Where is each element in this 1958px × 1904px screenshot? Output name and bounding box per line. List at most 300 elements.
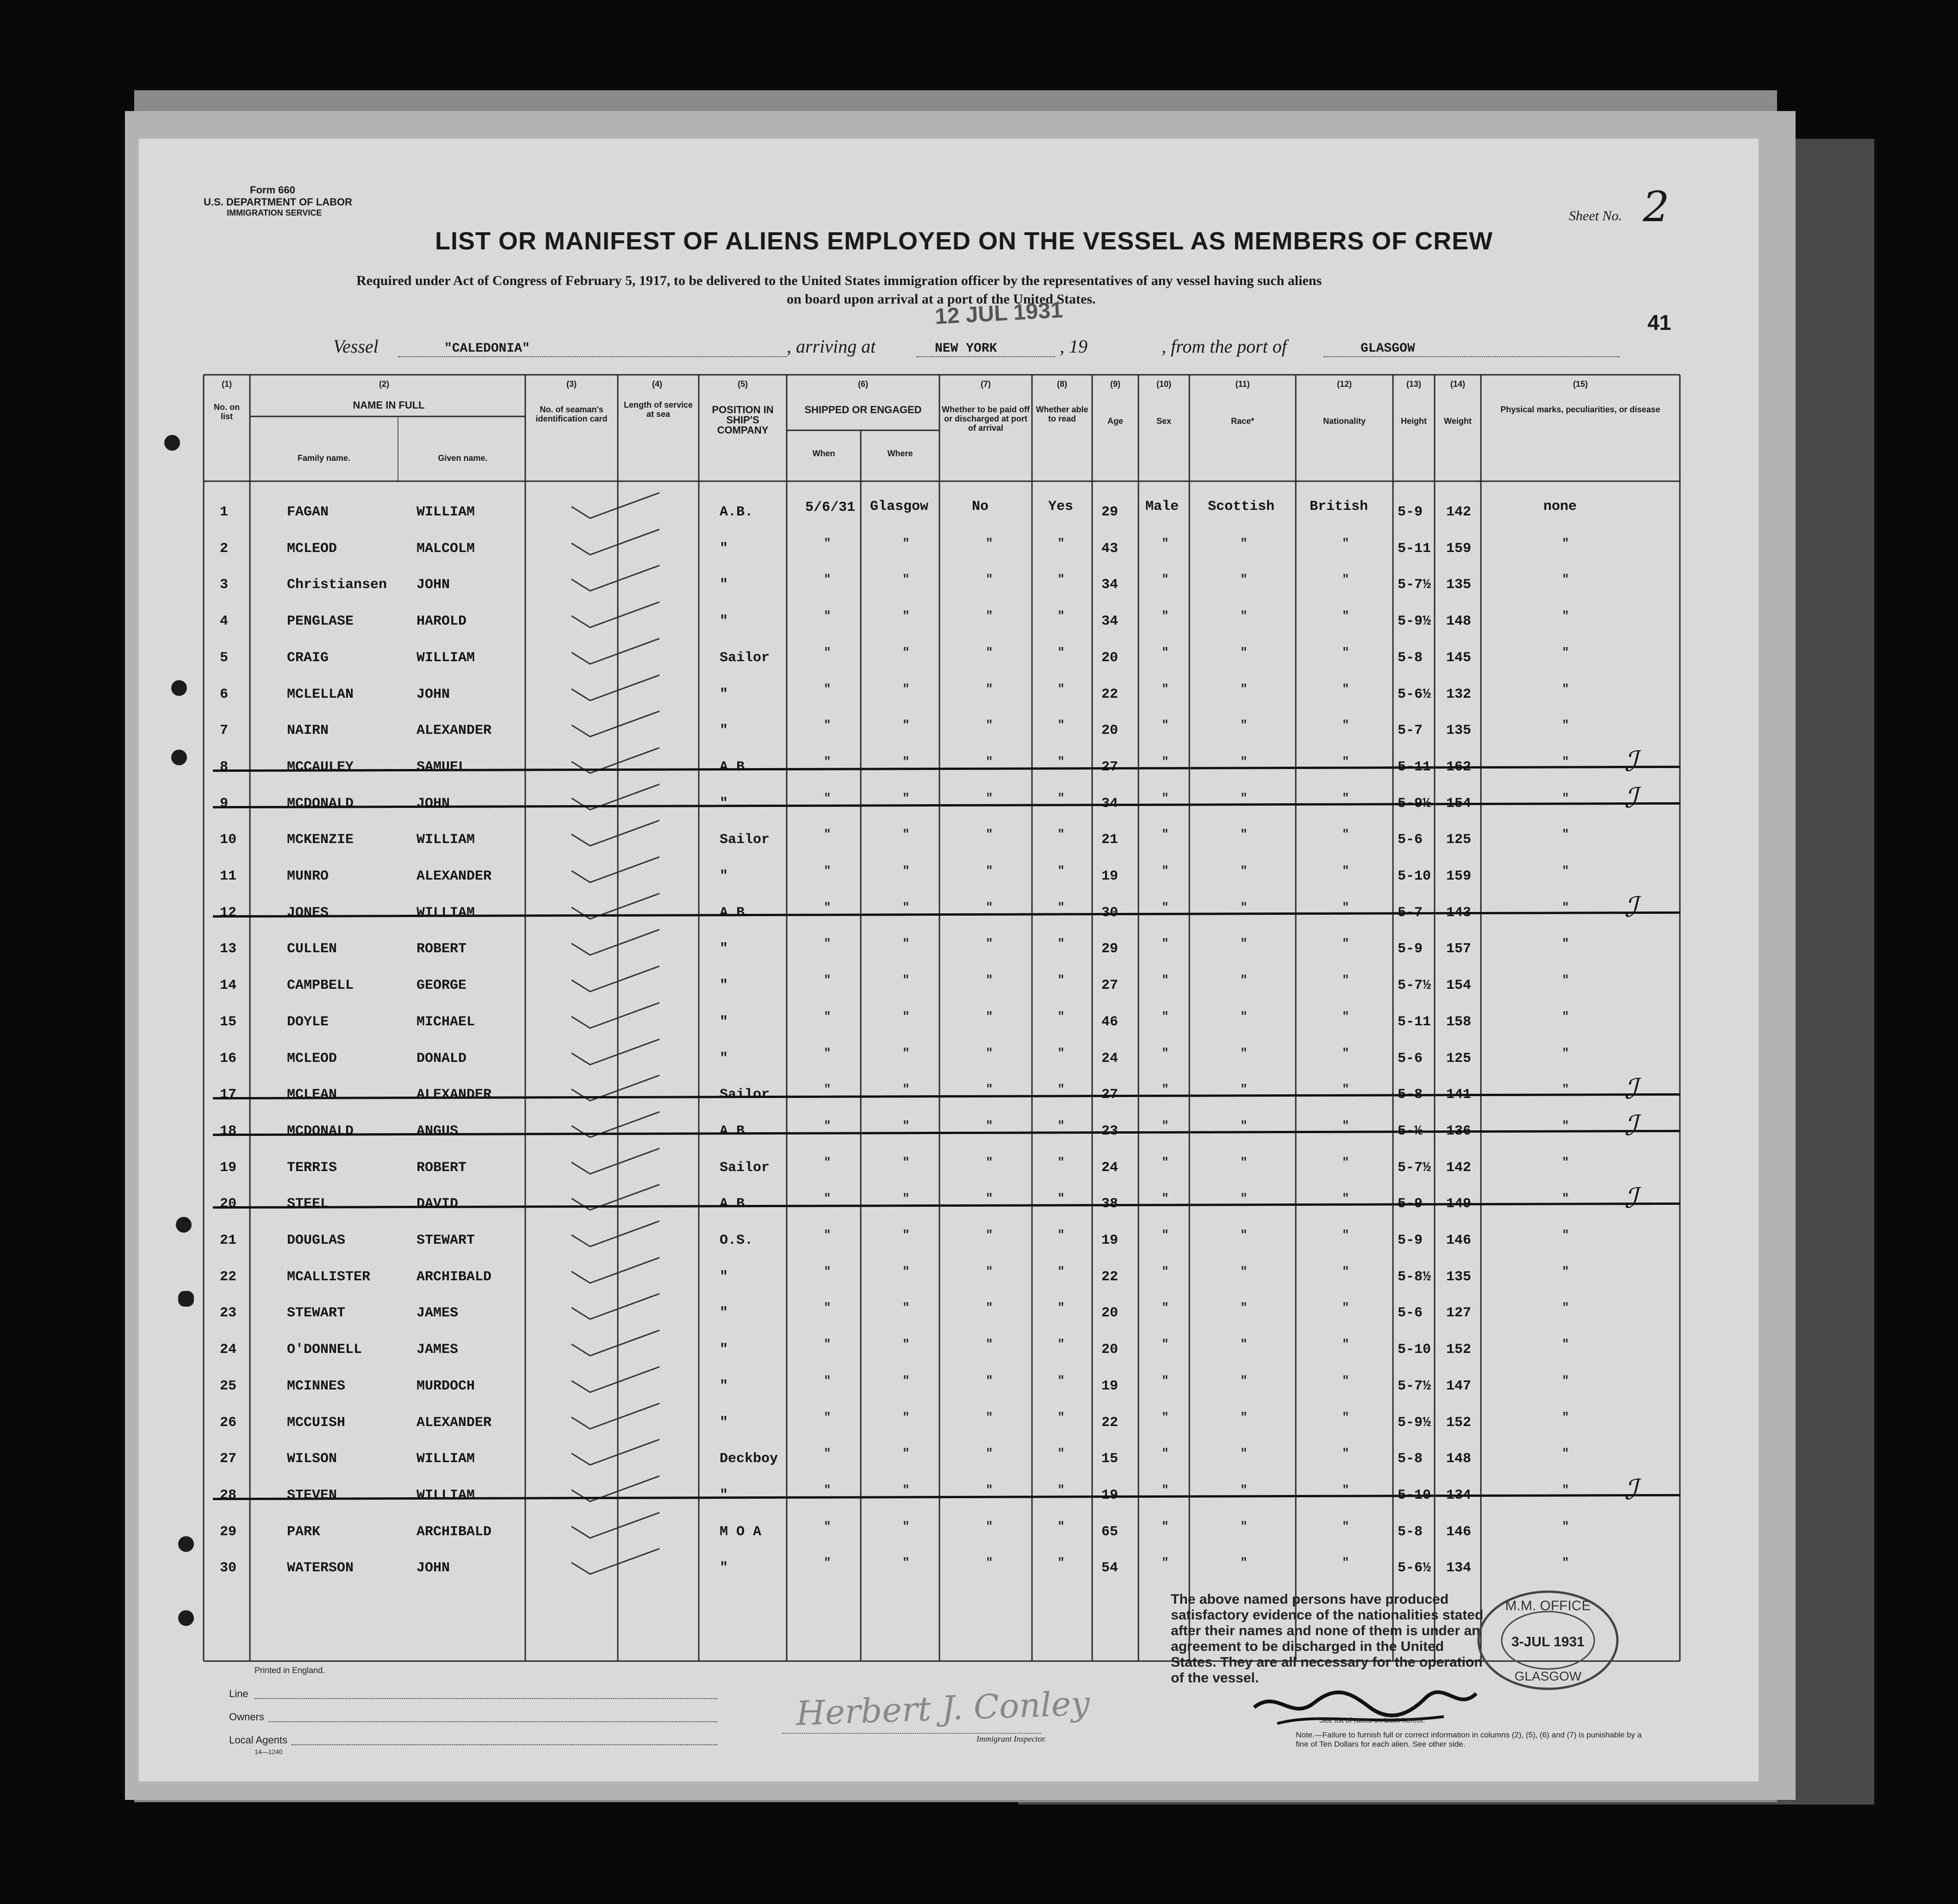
- ditto-mark: ": [1240, 1046, 1248, 1060]
- ditto-mark: ": [824, 827, 831, 842]
- weight: 159: [1446, 868, 1472, 884]
- row-number: 11: [220, 868, 237, 884]
- ditto-mark: ": [1562, 1118, 1569, 1133]
- height: 5-8: [1398, 650, 1423, 666]
- ditto-mark: ": [1562, 1556, 1569, 1570]
- ditto-mark: ": [1342, 572, 1349, 587]
- ditto-mark: ": [1162, 827, 1169, 842]
- ditto-mark: ": [824, 1155, 831, 1169]
- initials-mark-icon: ℐ: [1624, 891, 1638, 924]
- ditto-mark: ": [1240, 572, 1248, 587]
- ditto-mark: ": [1240, 718, 1248, 732]
- ditto-mark: ": [824, 682, 831, 696]
- family-name: PENGLASE: [287, 614, 354, 630]
- ditto-mark: ": [824, 1082, 831, 1097]
- position: A.B.: [720, 504, 753, 520]
- row-number: 15: [220, 1014, 237, 1030]
- row1-paid-off: No: [972, 499, 989, 515]
- age: 20: [1101, 1305, 1119, 1321]
- ditto-mark: ": [1057, 1373, 1065, 1388]
- ditto-mark: ": [1342, 1482, 1349, 1497]
- ditto-mark: ": [1057, 936, 1065, 951]
- ditto-mark: ": [902, 1228, 910, 1242]
- weight: 134: [1446, 1560, 1472, 1576]
- given-name: JOHN: [416, 686, 450, 702]
- row1-nationality: British: [1310, 499, 1368, 515]
- height: 5-9½: [1398, 795, 1431, 812]
- ditto-mark: ": [902, 827, 910, 842]
- ditto-mark: ": [1562, 864, 1569, 878]
- form-code: 14—1240: [255, 1748, 283, 1755]
- line-rule: [255, 1698, 717, 1699]
- sheet-label: Sheet No.: [1569, 208, 1622, 223]
- ditto-mark: ": [1342, 973, 1349, 987]
- ditto-mark: ": [1240, 1082, 1248, 1097]
- weight: 141: [1446, 1087, 1472, 1103]
- ditto-mark: ": [902, 1446, 910, 1461]
- ditto-mark: ": [1240, 827, 1248, 842]
- ditto-mark: ": [1562, 754, 1569, 769]
- height: 5-7½: [1398, 1378, 1431, 1394]
- ditto-mark: ": [1240, 1482, 1248, 1497]
- check-mark-icon: [569, 818, 662, 850]
- position: ": [720, 577, 728, 593]
- ditto-mark: ": [1162, 1301, 1169, 1315]
- ditto-mark: ": [824, 1410, 831, 1424]
- height: 5-10: [1398, 1342, 1431, 1358]
- ditto-mark: ": [1162, 572, 1169, 587]
- given-name: ALEXANDER: [416, 1414, 492, 1431]
- col-4-number: (4): [652, 379, 662, 389]
- col-marks-header: Physical marks, peculiarities, or disease: [1500, 405, 1660, 414]
- ditto-mark: ": [1342, 864, 1349, 878]
- age: 19: [1101, 868, 1119, 884]
- family-name: MCLEOD: [287, 1050, 337, 1067]
- age: 34: [1101, 577, 1119, 593]
- ditto-mark: ": [1562, 536, 1569, 550]
- given-name: WILLIAM: [416, 1451, 475, 1467]
- ditto-mark: ": [1342, 1155, 1349, 1169]
- age: 19: [1101, 1378, 1119, 1394]
- ditto-mark: ": [986, 1519, 993, 1533]
- weight: 162: [1446, 759, 1472, 775]
- family-name: MUNRO: [287, 868, 329, 884]
- ditto-mark: ": [824, 1556, 831, 1570]
- position: Sailor: [720, 1087, 770, 1103]
- ditto-mark: ": [986, 864, 993, 878]
- ditto-mark: ": [824, 900, 831, 914]
- ditto-mark: ": [986, 1482, 993, 1497]
- ditto-mark: ": [1057, 827, 1065, 842]
- ditto-mark: ": [1162, 1009, 1169, 1023]
- ditto-mark: ": [1342, 827, 1349, 842]
- ditto-mark: ": [1240, 645, 1248, 659]
- ditto-mark: ": [1162, 682, 1169, 696]
- position: ": [720, 1378, 728, 1394]
- col-position-header: POSITION IN SHIP'S COMPANY: [712, 404, 774, 436]
- weight: 142: [1446, 504, 1472, 520]
- subtitle-line-1: Required under Act of Congress of February 5, 1917, to be delivered to the United States immigration officer by the representatives of any vessel having such aliens: [356, 273, 1322, 288]
- given-name: WILLIAM: [416, 650, 475, 666]
- height: 5-7½: [1398, 1160, 1431, 1176]
- ditto-mark: ": [1562, 1228, 1569, 1242]
- col-2-number: (2): [379, 379, 389, 389]
- height: 5-6: [1398, 832, 1423, 848]
- position: ": [720, 1014, 728, 1030]
- ditto-mark: ": [986, 1337, 993, 1352]
- ditto-mark: ": [1562, 572, 1569, 587]
- owners-rule: [268, 1721, 717, 1722]
- ditto-mark: ": [986, 973, 993, 987]
- ditto-mark: ": [1162, 1046, 1169, 1060]
- ditto-mark: ": [1562, 1264, 1569, 1278]
- row-number: 18: [220, 1123, 237, 1139]
- ditto-mark: ": [824, 1337, 831, 1352]
- check-mark-icon: [569, 673, 662, 705]
- ditto-mark: ": [902, 1046, 910, 1060]
- ditto-mark: ": [1562, 1519, 1569, 1533]
- col-age-header: Age: [1107, 416, 1123, 426]
- position: Sailor: [720, 650, 770, 666]
- row-number: 8: [220, 759, 229, 775]
- check-mark-icon: [569, 1073, 662, 1105]
- given-name: JAMES: [416, 1305, 459, 1321]
- stamp-date-text: 3-JUL 1931: [1511, 1634, 1585, 1650]
- inspector-rule: [782, 1733, 1041, 1734]
- position: ": [720, 795, 728, 812]
- ditto-mark: ": [1057, 754, 1065, 769]
- given-name: ROBERT: [416, 941, 467, 957]
- glasgow-office-stamp: [1472, 1582, 1624, 1698]
- position: ": [720, 686, 728, 702]
- family-name: STEWART: [287, 1305, 346, 1321]
- col-7-number: (7): [981, 379, 991, 389]
- ditto-mark: ": [986, 1228, 993, 1242]
- weight: 149: [1446, 1196, 1472, 1212]
- given-name: JOHN: [416, 795, 450, 812]
- ditto-mark: ": [986, 1446, 993, 1461]
- given-name: SAMUEL: [416, 759, 467, 775]
- col-name-header: NAME IN FULL: [353, 399, 425, 411]
- ditto-mark: ": [1342, 1519, 1349, 1533]
- ditto-mark: ": [824, 973, 831, 987]
- ditto-mark: ": [986, 1155, 993, 1169]
- weight: 136: [1446, 1123, 1472, 1139]
- ditto-mark: ": [902, 1519, 910, 1533]
- family-name: MCLEAN: [287, 1087, 337, 1103]
- document-title: LIST OR MANIFEST OF ALIENS EMPLOYED ON THE VESSEL AS MEMBERS OF CREW: [435, 227, 1493, 255]
- height: 5-7½: [1398, 577, 1431, 593]
- family-name: STEVEN: [287, 1487, 337, 1503]
- date-stamp: 12 JUL 1931: [934, 298, 1063, 329]
- ditto-mark: ": [1162, 1337, 1169, 1352]
- row-number: 19: [220, 1160, 237, 1176]
- given-name: GEORGE: [416, 978, 467, 994]
- ditto-mark: ": [1240, 864, 1248, 878]
- col-6-number: (6): [858, 379, 868, 389]
- ditto-mark: ": [1342, 791, 1349, 805]
- height: 5-8: [1398, 1087, 1423, 1103]
- ditto-mark: ": [902, 791, 910, 805]
- ditto-mark: ": [902, 1301, 910, 1315]
- ditto-mark: ": [902, 536, 910, 550]
- family-name: NAIRN: [287, 723, 329, 739]
- height: 5-7½: [1398, 978, 1431, 994]
- ditto-mark: ": [1057, 864, 1065, 878]
- given-name: ALEXANDER: [416, 1087, 492, 1103]
- row-number: 28: [220, 1487, 237, 1503]
- punch-hole: [171, 680, 187, 696]
- punch-hole: [171, 750, 187, 765]
- ditto-mark: ": [1057, 682, 1065, 696]
- ditto-mark: ": [1057, 1264, 1065, 1278]
- height: 5-9½: [1398, 614, 1431, 630]
- col-1-number: (1): [222, 379, 232, 389]
- given-name: JOHN: [416, 1560, 450, 1576]
- stamp-office-text: M.M. OFFICE: [1505, 1598, 1591, 1613]
- ditto-mark: ": [1057, 1556, 1065, 1570]
- row-number: 21: [220, 1233, 237, 1248]
- check-mark-icon: [569, 1364, 662, 1397]
- ditto-mark: ": [824, 1118, 831, 1133]
- weight: 152: [1446, 1342, 1472, 1358]
- row-number: 6: [220, 686, 229, 702]
- age: 38: [1101, 1196, 1119, 1212]
- owners-label: Owners: [229, 1711, 264, 1723]
- ditto-mark: ": [902, 1264, 910, 1278]
- age: 20: [1101, 723, 1119, 739]
- family-name: MCKENZIE: [287, 832, 354, 848]
- position: M O A: [720, 1524, 762, 1540]
- printed-label: Printed in England.: [255, 1666, 325, 1675]
- service-label: IMMIGRATION SERVICE: [227, 208, 322, 217]
- age: 65: [1101, 1524, 1119, 1540]
- ditto-mark: ": [824, 572, 831, 587]
- ditto-mark: ": [1162, 754, 1169, 769]
- ditto-mark: ": [1562, 1301, 1569, 1315]
- position: ": [720, 1305, 728, 1321]
- initials-mark-icon: ℐ: [1624, 781, 1638, 814]
- initials-mark-icon: ℐ: [1624, 1109, 1638, 1142]
- ditto-mark: ": [1057, 1482, 1065, 1497]
- height: 5-9: [1398, 941, 1423, 957]
- height: 5-7: [1398, 723, 1423, 739]
- ditto-mark: ": [986, 1118, 993, 1133]
- weight: 135: [1446, 1269, 1472, 1285]
- family-name: DOYLE: [287, 1014, 329, 1030]
- ditto-mark: ": [1562, 718, 1569, 732]
- row1-sex: Male: [1145, 499, 1179, 515]
- ditto-mark: ": [986, 1009, 993, 1023]
- agents-rule: [292, 1744, 717, 1745]
- ditto-mark: ": [824, 754, 831, 769]
- ditto-mark: ": [824, 1373, 831, 1388]
- weight: 158: [1446, 1014, 1472, 1030]
- col-when-header: When: [812, 449, 835, 458]
- age: 24: [1101, 1160, 1119, 1176]
- weight: 159: [1446, 540, 1472, 557]
- col-9-number: (9): [1110, 379, 1120, 389]
- row-number: 1: [220, 504, 229, 520]
- ditto-mark: ": [1342, 936, 1349, 951]
- ditto-mark: ": [1162, 936, 1169, 951]
- ditto-mark: ": [986, 900, 993, 914]
- given-name: WILLIAM: [416, 905, 475, 921]
- ditto-mark: ": [1057, 900, 1065, 914]
- weight: 148: [1446, 1451, 1472, 1467]
- given-name: ALEXANDER: [416, 723, 492, 739]
- check-mark-icon: [569, 1110, 662, 1142]
- line-label: Line: [229, 1688, 249, 1699]
- check-mark-icon: [569, 782, 662, 814]
- ditto-mark: ": [824, 936, 831, 951]
- row-number: 4: [220, 614, 229, 630]
- height: 5-8: [1398, 1451, 1423, 1467]
- row-number: 5: [220, 650, 229, 666]
- punch-hole: [178, 1536, 194, 1552]
- ditto-mark: ": [1057, 645, 1065, 659]
- col-11-number: (11): [1235, 379, 1250, 389]
- ditto-mark: ": [1057, 1446, 1065, 1461]
- sheet-number: 2: [1643, 183, 1670, 231]
- ditto-mark: ": [1562, 1009, 1569, 1023]
- row-number: 23: [220, 1305, 237, 1321]
- ditto-mark: ": [1162, 791, 1169, 805]
- position: Sailor: [720, 1160, 770, 1176]
- position: ": [720, 540, 728, 557]
- family-name: JONES: [287, 905, 329, 921]
- col-height-header: Height: [1401, 416, 1427, 426]
- check-mark-icon: [569, 1546, 662, 1579]
- family-name: Christiansen: [287, 577, 387, 593]
- col-paid-header: Whether to be paid off or discharged at port of arrival: [942, 405, 1030, 433]
- age: 43: [1101, 540, 1119, 557]
- col-id-header: No. of seaman's identification card: [535, 405, 608, 423]
- height: 5-8½: [1398, 1269, 1431, 1285]
- check-mark-icon: [569, 745, 662, 778]
- position: ": [720, 723, 728, 739]
- initials-mark-icon: ℐ: [1624, 1182, 1638, 1215]
- ditto-mark: ": [1162, 1446, 1169, 1461]
- family-name: MCLEOD: [287, 540, 337, 557]
- ditto-mark: ": [824, 645, 831, 659]
- row-number: 25: [220, 1378, 237, 1394]
- weight: 135: [1446, 577, 1472, 593]
- check-mark-icon: [569, 1182, 662, 1215]
- check-mark-icon: [569, 563, 662, 595]
- ditto-mark: ": [1057, 973, 1065, 987]
- from-label: , from the port of: [1162, 336, 1287, 357]
- height: 5-6½: [1398, 686, 1431, 702]
- row-number: 10: [220, 832, 237, 848]
- weight: 143: [1446, 905, 1472, 921]
- age: 27: [1101, 978, 1119, 994]
- position: ": [720, 1269, 728, 1285]
- ditto-mark: ": [1162, 1410, 1169, 1424]
- position: A.B.: [720, 1123, 753, 1139]
- ditto-mark: ": [1562, 682, 1569, 696]
- col-5-number: (5): [738, 379, 748, 389]
- family-name: WILSON: [287, 1451, 337, 1467]
- weight: 134: [1446, 1487, 1472, 1503]
- row-number: 3: [220, 577, 229, 593]
- height: 5-11: [1398, 1014, 1431, 1030]
- weight: 135: [1446, 723, 1472, 739]
- ditto-mark: ": [824, 864, 831, 878]
- family-name: MCDONALD: [287, 795, 354, 812]
- row-number: 26: [220, 1414, 237, 1431]
- ditto-mark: ": [1162, 973, 1169, 987]
- ditto-mark: ": [1057, 1046, 1065, 1060]
- given-name: ARCHIBALD: [416, 1269, 492, 1285]
- ditto-mark: ": [1057, 1228, 1065, 1242]
- ditto-mark: ": [824, 1264, 831, 1278]
- ditto-mark: ": [1342, 682, 1349, 696]
- family-name: PARK: [287, 1524, 321, 1540]
- ditto-mark: ": [902, 900, 910, 914]
- ditto-mark: ": [1240, 1191, 1248, 1206]
- ditto-mark: ": [902, 682, 910, 696]
- ditto-mark: ": [1057, 718, 1065, 732]
- ditto-mark: ": [986, 1373, 993, 1388]
- ditto-mark: ": [1562, 1482, 1569, 1497]
- row-number: 9: [220, 795, 229, 812]
- age: 22: [1101, 1414, 1119, 1431]
- ditto-mark: ": [1240, 1373, 1248, 1388]
- given-name: WILLIAM: [416, 1487, 475, 1503]
- height: 5-6½: [1398, 1560, 1431, 1576]
- ditto-mark: ": [1342, 1264, 1349, 1278]
- row1-race: Scottish: [1208, 499, 1275, 515]
- subtitle-line-2: on board upon arrival at a port of the United States.: [787, 291, 1096, 307]
- row-number: 30: [220, 1560, 237, 1576]
- ditto-mark: ": [824, 718, 831, 732]
- ditto-mark: ": [1162, 1264, 1169, 1278]
- given-name: WILLIAM: [416, 504, 475, 520]
- ditto-mark: ": [902, 718, 910, 732]
- check-mark-icon: [569, 1146, 662, 1178]
- ditto-mark: ": [824, 1228, 831, 1242]
- ditto-mark: ": [824, 609, 831, 623]
- row1-read: Yes: [1048, 499, 1074, 515]
- ditto-mark: ": [986, 718, 993, 732]
- height: 5-6: [1398, 1050, 1423, 1067]
- inspector-label: Immigrant Inspector.: [976, 1734, 1046, 1743]
- ditto-mark: ": [1342, 1373, 1349, 1388]
- weight: 125: [1446, 832, 1472, 848]
- penalty-note: Note.—Failure to furnish full or correct information in columns (2), (5), (6) and (7) is punishable by a fine of Ten Dollars for each alien. See other side.: [1296, 1730, 1642, 1749]
- ditto-mark: ": [986, 1191, 993, 1206]
- weight: 154: [1446, 795, 1472, 812]
- position: ": [720, 614, 728, 630]
- family-name: MCINNES: [287, 1378, 346, 1394]
- ditto-mark: ": [1562, 609, 1569, 623]
- ditto-mark: ": [1240, 536, 1248, 550]
- age: 29: [1101, 504, 1119, 520]
- age: 27: [1101, 759, 1119, 775]
- ditto-mark: ": [824, 536, 831, 550]
- ditto-mark: ": [1342, 536, 1349, 550]
- family-name: CAMPBELL: [287, 978, 354, 994]
- ditto-mark: ": [1057, 572, 1065, 587]
- row-number: 29: [220, 1524, 237, 1540]
- position: ": [720, 1342, 728, 1358]
- position: ": [720, 868, 728, 884]
- col-12-number: (12): [1336, 379, 1352, 389]
- ditto-mark: ": [902, 645, 910, 659]
- check-mark-icon: [569, 600, 662, 632]
- ditto-mark: ": [1562, 900, 1569, 914]
